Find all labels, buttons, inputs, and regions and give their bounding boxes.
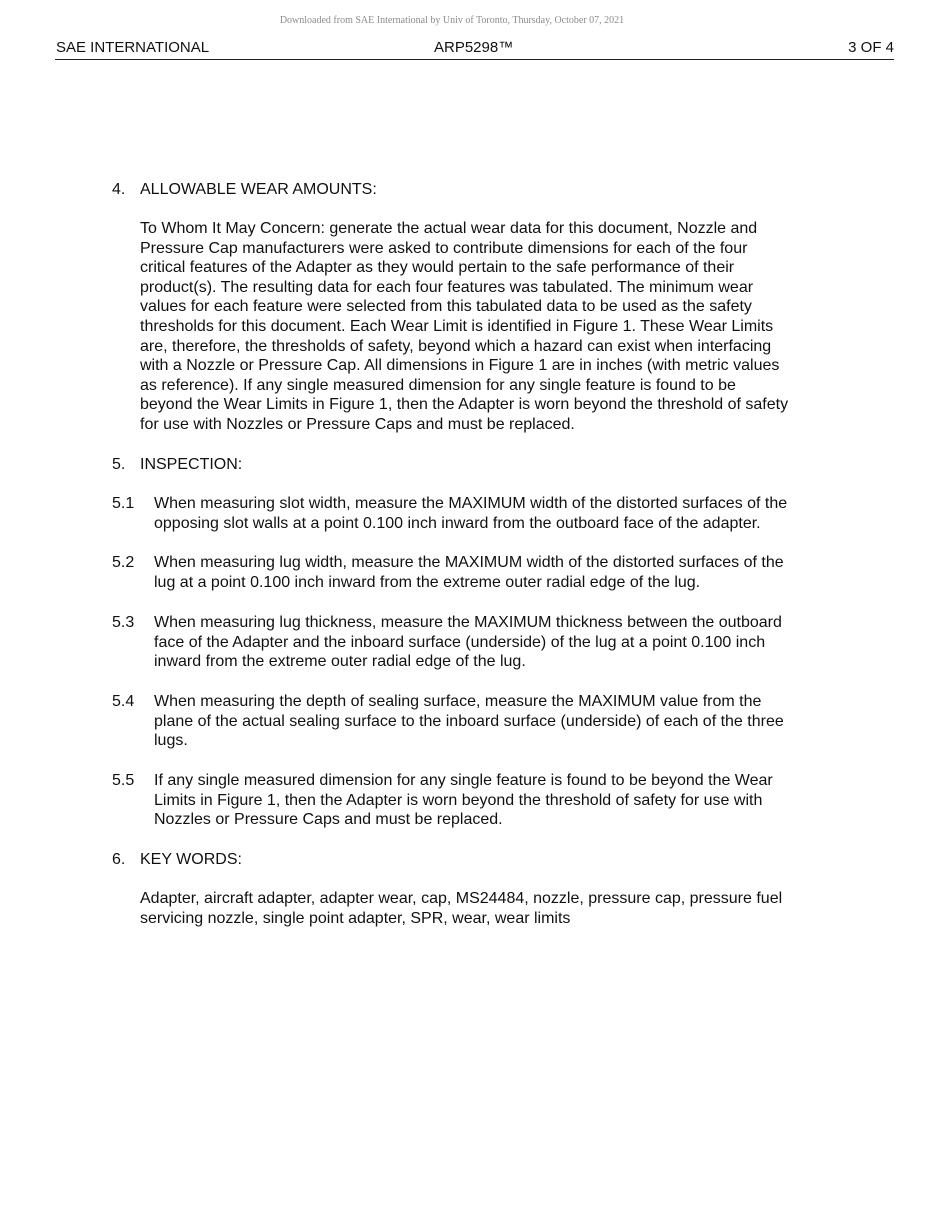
section-number: 4. — [112, 181, 126, 198]
item-number: 5.5 — [112, 772, 135, 789]
paragraph-line: critical features of the Adapter as they would pertain to the safe performance of their — [140, 259, 735, 277]
paragraph-line: Pressure Cap manufacturers were asked to contribute dimensions for each of the four — [140, 239, 748, 257]
item-text — [154, 692, 844, 751]
paragraph-line: thresholds for this document. Each Wear Limit is identified in Figure 1. These Wear Limits — [140, 317, 774, 335]
item-text — [154, 553, 844, 592]
download-watermark: Downloaded from SAE International by Univ of Toronto, Thursday, October 07, 2021 — [279, 15, 625, 26]
paragraph-line: To Whom It May Concern: generate the actual wear data for this document, Nozzle and — [140, 220, 758, 237]
section-title: INSPECTION: — [140, 456, 243, 473]
page-header — [55, 38, 894, 60]
section-number: 5. — [112, 456, 126, 473]
section-title: KEY WORDS: — [140, 851, 242, 868]
item-number: 5.4 — [112, 693, 135, 710]
item-line: If any single measured dimension for any single feature is found to be beyond the Wear — [154, 772, 773, 789]
paragraph-line: with a Nozzle or Pressure Cap. All dimensions in Figure 1 are in inches (with metric values — [140, 357, 780, 375]
item-line: opposing slot walls at a point 0.100 inch inward from the outboard face of the adapter. — [154, 514, 761, 532]
item-number: 5.1 — [112, 495, 135, 512]
key-words-paragraph — [140, 889, 840, 928]
paragraph-line: as reference). If any single measured dimension for any single feature is found to be — [140, 376, 736, 394]
item-line: lugs. — [154, 732, 188, 750]
item-line: Nozzles or Pressure Caps and must be replaced. — [154, 811, 503, 829]
paragraph-line: product(s). The resulting data for each four features was tabulated. The minimum wear — [140, 278, 754, 296]
item-number: 5.3 — [112, 614, 135, 631]
item-line: When measuring lug width, measure the MAXIMUM width of the distorted surfaces of the — [154, 554, 784, 571]
header-page-number: 3 OF 4 — [848, 39, 894, 56]
section-title: ALLOWABLE WEAR AMOUNTS: — [140, 181, 377, 198]
section-4-paragraph — [140, 219, 840, 435]
item-number: 5.2 — [112, 554, 135, 571]
item-text — [154, 613, 844, 672]
paragraph-line: are, therefore, the thresholds of safety, beyond which a hazard can exist when interfacing — [140, 337, 772, 355]
paragraph-line: for use with Nozzles or Pressure Caps and must be replaced. — [140, 415, 575, 433]
item-text — [154, 771, 844, 830]
item-text — [154, 494, 844, 533]
item-line: When measuring lug thickness, measure the MAXIMUM thickness between the outboard — [154, 614, 782, 631]
paragraph-line: values for each feature were selected from this tabulated data to be used as the safety — [140, 298, 752, 316]
paragraph-line: servicing nozzle, single point adapter, SPR, wear, wear limits — [140, 909, 571, 927]
item-line: inward from the extreme outer radial edge of the lug. — [154, 653, 526, 671]
header-organization: SAE INTERNATIONAL — [56, 39, 210, 56]
paragraph-line: Adapter, aircraft adapter, adapter wear, cap, MS24484, nozzle, pressure cap, pressure fuel — [140, 890, 783, 907]
item-line: lug at a point 0.100 inch inward from the extreme outer radial edge of the lug. — [154, 573, 701, 591]
item-line: plane of the actual sealing surface to the inboard surface (underside) of each of the three — [154, 712, 784, 730]
item-line: When measuring slot width, measure the MAXIMUM width of the distorted surfaces of the — [154, 495, 788, 512]
item-line: face of the Adapter and the inboard surface (underside) of the lug at a point 0.100 inch — [154, 633, 766, 651]
item-line: Limits in Figure 1, then the Adapter is worn beyond the threshold of safety for use with — [154, 791, 763, 809]
paragraph-line: beyond the Wear Limits in Figure 1, then the Adapter is worn beyond the threshold of safety — [140, 396, 789, 414]
section-number: 6. — [112, 851, 126, 868]
item-line: When measuring the depth of sealing surface, measure the MAXIMUM value from the — [154, 693, 762, 710]
header-document-id: ARP5298™ — [434, 39, 514, 56]
